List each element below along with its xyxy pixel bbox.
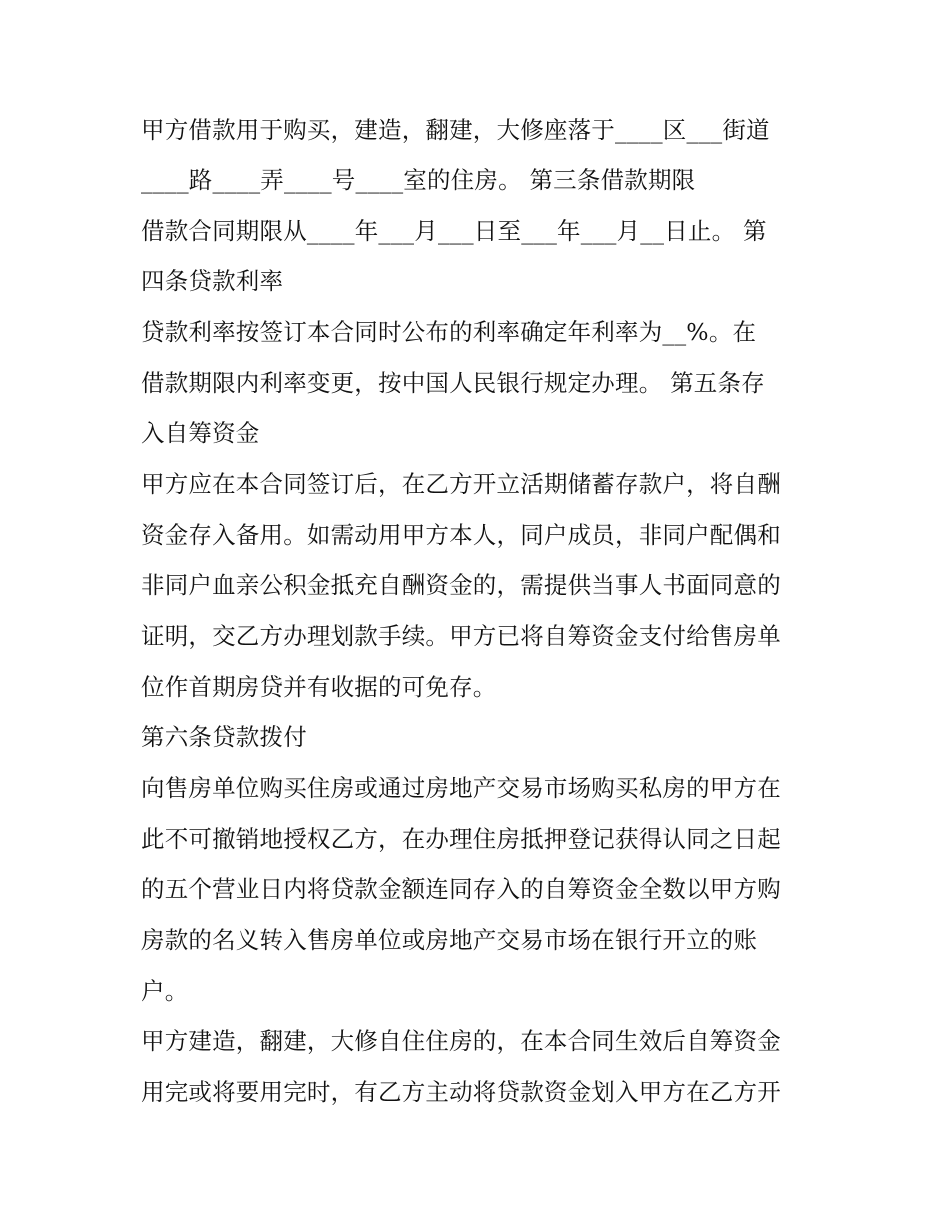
text-line: 位作首期房贷并有收据的可免存。 [141,673,497,701]
text-line: 借款期限内利率变更，按中国人民银行规定办理。 第五条存 [141,369,765,397]
text-line: 证明，交乙方办理划款手续。甲方已将自筹资金支付给售房单 [141,622,781,650]
text-line: 向售房单位购买住房或通过房地产交易市场购买私房的甲方在 [141,774,781,802]
text-line: 非同户血亲公积金抵充自酬资金的，需提供当事人书面同意的 [141,571,781,599]
text-line: 贷款利率按签订本合同时公布的利率确定年利率为__%。在 [141,318,757,346]
text-line: 甲方借款用于购买，建造，翻建，大修座落于____区___街道 [141,116,770,144]
text-line: 此不可撤销地授权乙方，在办理住房抵押登记获得认同之日起 [141,825,781,853]
text-line: ____路____弄____号____室的住房。 第三条借款期限 [141,166,696,194]
text-line: 的五个营业日内将贷款金额连同存入的自筹资金全数以甲方购 [141,875,781,903]
text-line: 房款的名义转入售房单位或房地产交易市场在银行开立的账 [141,926,758,954]
text-line: 借款合同期限从____年___月___日至___年___月__日止。 第 [141,217,767,245]
text-line: 用完或将要用完时，有乙方主动将贷款资金划入甲方在乙方开 [141,1078,781,1106]
text-line: 资金存入备用。如需动用甲方本人，同户成员，非同户配偶和 [141,521,781,549]
text-line: 四条贷款利率 [141,267,284,295]
text-line: 入自筹资金 [141,419,260,447]
text-line: 甲方应在本合同签订后，在乙方开立活期储蓄存款户，将自酬 [141,470,781,498]
text-line: 第六条贷款拨付 [141,723,307,751]
text-line: 甲方建造，翻建，大修自住住房的，在本合同生效后自筹资金 [141,1027,781,1055]
text-line: 户。 [141,977,189,1005]
